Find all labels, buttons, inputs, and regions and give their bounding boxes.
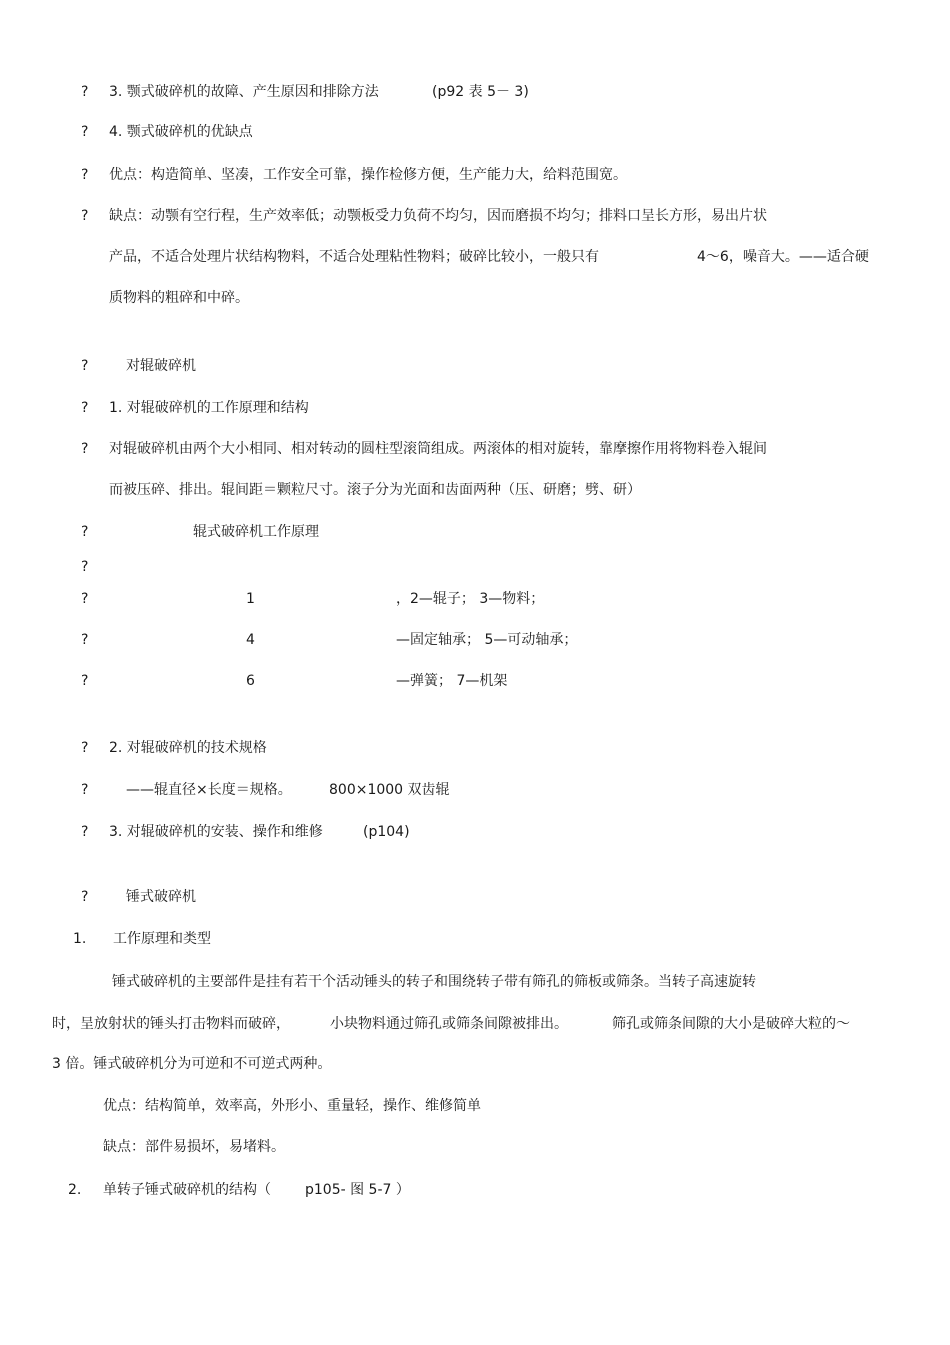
bullet-marker: ? (81, 740, 89, 756)
roll-heading-line (0, 356, 950, 376)
jaw-item3-line (0, 82, 950, 102)
bullet-marker: ? (81, 889, 89, 905)
bullet-marker: ? (81, 358, 89, 374)
roll-figure-title: 辊式破碎机工作原理 (193, 524, 319, 540)
hammer-paragraph-line-2 (0, 1014, 950, 1034)
roll-item2-title: 2. 对辊破碎机的技术规格 (109, 740, 267, 756)
hammer-paragraph-text-3: 3 倍。锤式破碎机分为可逆和不可逆式两种。 (52, 1056, 332, 1072)
roll-heading: 对辊破碎机 (126, 358, 196, 374)
bullet-marker: ? (81, 208, 89, 224)
jaw-cons-text-1: 缺点：动颚有空行程，生产效率低；动颚板受力负荷不均匀，因而磨损不均匀；排料口呈长方形，易出片状 (109, 208, 767, 224)
roll-item1-line (0, 398, 950, 418)
roll-desc-text-1: 对辊破碎机由两个大小相同、相对转动的圆柱型滚筒组成。两滚体的相对旋转，靠摩擦作用将物料卷入辊间 (109, 441, 767, 457)
hammer-cons-line (0, 1137, 950, 1157)
jaw-cons-text-3: 质物料的粗碎和中碎。 (109, 290, 249, 306)
roll-legend-text: ，2—辊子； 3—物料； (396, 591, 545, 607)
hammer-section1-title: 工作原理和类型 (113, 931, 211, 947)
jaw-item4-line (0, 122, 950, 142)
roll-legend-line-2 (0, 630, 950, 650)
hammer-cons-text: 缺点：部件易损坏，易堵料。 (103, 1139, 285, 1155)
hammer-section2-number: 2. (68, 1182, 82, 1198)
bullet-marker: ? (81, 782, 89, 798)
hammer-heading-line (0, 887, 950, 907)
roll-item2-line (0, 738, 950, 758)
bullet-marker: ? (81, 632, 89, 648)
jaw-cons-line-2 (0, 247, 950, 267)
hammer-section2-reference: p105- 图 5-7 ） (305, 1182, 410, 1198)
hammer-pros-text: 优点：结构简单，效率高，外形小、重量轻，操作、维修简单 (103, 1098, 481, 1114)
hammer-paragraph-line-1 (0, 972, 950, 992)
jaw-cons-line (0, 206, 950, 226)
hammer-paragraph-text-2a: 时，呈放射状的锤头打击物料而破碎， (52, 1016, 290, 1032)
hammer-paragraph-text-2c: 筛孔或筛条间隙的大小是破碎大粒的～ (612, 1016, 850, 1032)
roll-spec-line (0, 780, 950, 800)
roll-desc-text-2: 而被压碎、排出。辊间距＝颗粒尺寸。滚子分为光面和齿面两种（压、研磨；劈、研） (109, 482, 641, 498)
jaw-cons-text-2a: 产品，不适合处理片状结构物料，不适合处理粘性物料；破碎比较小，一般只有 (109, 249, 599, 265)
hammer-pros-line (0, 1096, 950, 1116)
roll-desc-line-2 (0, 480, 950, 500)
hammer-section2-heading (0, 1180, 950, 1200)
roll-legend-line-3 (0, 671, 950, 691)
jaw-cons-line-3 (0, 288, 950, 308)
bullet-marker: ? (81, 559, 89, 575)
roll-item3-line (0, 822, 950, 842)
jaw-item4-title: 4. 颚式破碎机的优缺点 (109, 124, 253, 140)
jaw-pros-text: 优点：构造简单、坚凑，工作安全可靠，操作检修方便，生产能力大，给料范围宽。 (109, 167, 627, 183)
jaw-item3-title: 3. 颚式破碎机的故障、产生原因和排除方法 (109, 84, 379, 100)
roll-figure-title-line (0, 522, 950, 542)
hammer-section2-title: 单转子锤式破碎机的结构（ (103, 1182, 271, 1198)
roll-legend-text: —固定轴承； 5—可动轴承； (396, 632, 578, 648)
hammer-heading: 锤式破碎机 (126, 889, 196, 905)
roll-spec-text: ——辊直径×长度＝规格。 (126, 782, 292, 798)
roll-item3-reference: (p104) (363, 824, 410, 840)
jaw-cons-text-2b: 4～6，噪音大。——适合硬 (697, 249, 869, 265)
bullet-marker: ? (81, 591, 89, 607)
roll-legend-number: 6 (246, 673, 255, 689)
bullet-marker: ? (81, 673, 89, 689)
bullet-marker: ? (81, 167, 89, 183)
roll-empty-line (0, 557, 950, 577)
jaw-pros-line (0, 165, 950, 185)
hammer-paragraph-text-2b: 小块物料通过筛孔或筛条间隙被排出。 (330, 1016, 568, 1032)
bullet-marker: ? (81, 400, 89, 416)
roll-item3-title: 3. 对辊破碎机的安装、操作和维修 (109, 824, 323, 840)
jaw-item3-reference: (p92 表 5－ 3) (432, 84, 529, 100)
roll-legend-line-1 (0, 589, 950, 609)
roll-legend-number: 4 (246, 632, 255, 648)
roll-item1-title: 1. 对辊破碎机的工作原理和结构 (109, 400, 309, 416)
bullet-marker: ? (81, 124, 89, 140)
roll-spec-example: 800×1000 双齿辊 (329, 782, 450, 798)
hammer-section1-heading (0, 929, 950, 949)
bullet-marker: ? (81, 84, 89, 100)
roll-legend-number: 1 (246, 591, 255, 607)
hammer-paragraph-text-1: 锤式破碎机的主要部件是挂有若干个活动锤头的转子和围绕转子带有筛孔的筛板或筛条。当转子高速旋转 (112, 974, 756, 990)
roll-desc-line (0, 439, 950, 459)
bullet-marker: ? (81, 441, 89, 457)
bullet-marker: ? (81, 824, 89, 840)
roll-legend-text: —弹簧； 7—机架 (396, 673, 508, 689)
bullet-marker: ? (81, 524, 89, 540)
hammer-section1-number: 1. (73, 931, 87, 947)
hammer-paragraph-line-3 (0, 1054, 950, 1074)
